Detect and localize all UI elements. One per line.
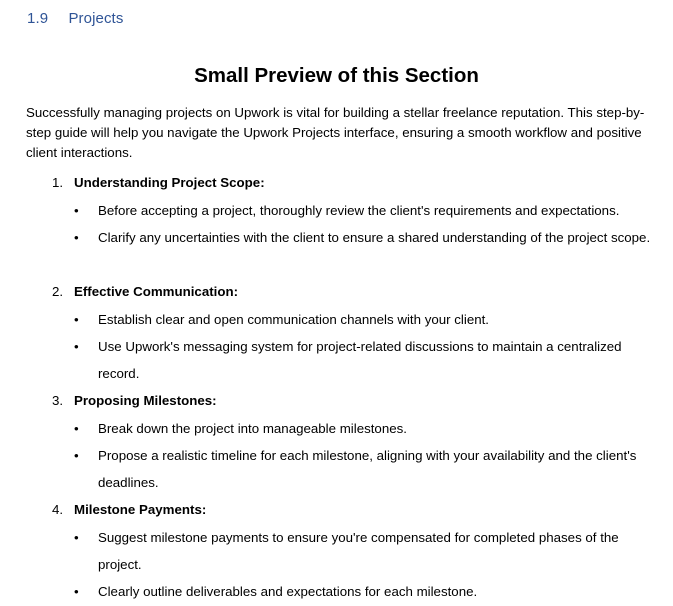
page-title: Small Preview of this Section: [194, 64, 479, 87]
bullet-text: Propose a realistic timeline for each milestone, aligning with your availability and the client's deadlines.: [98, 448, 637, 490]
list-item-heading: Effective Communication:: [74, 284, 239, 299]
bullet-text: Clarify any uncertainties with the client to ensure a shared understanding of the project scope.: [98, 230, 651, 245]
bullet-icon: •: [74, 230, 79, 245]
section-header: [27, 10, 123, 27]
section-number: 1.9: [27, 10, 49, 27]
bullet-icon: •: [74, 203, 79, 218]
section-label: Projects: [68, 10, 124, 27]
list-item-heading: Milestone Payments:: [74, 502, 207, 517]
list-item-heading: Understanding Project Scope:: [74, 175, 265, 190]
bullet-text: Clearly outline deliverables and expectations for each milestone.: [98, 584, 478, 599]
list-item-number: 4.: [52, 502, 64, 517]
bullet-icon: •: [74, 339, 79, 354]
bullet-text: Before accepting a project, thoroughly review the client's requirements and expectations.: [98, 203, 620, 218]
bullet-icon: •: [74, 448, 79, 463]
bullet-text: Use Upwork's messaging system for project-related discussions to maintain a centralized record.: [98, 339, 622, 381]
bullet-icon: •: [74, 530, 79, 545]
bullet-icon: •: [74, 421, 79, 436]
list-item-number: 2.: [52, 284, 64, 299]
list-item-heading: Proposing Milestones:: [74, 393, 217, 408]
bullet-text: Establish clear and open communication channels with your client.: [98, 312, 489, 327]
list-item-number: 1.: [52, 175, 64, 190]
bullet-icon: •: [74, 584, 79, 599]
bullet-text: Suggest milestone payments to ensure you're compensated for completed phases of the project.: [98, 530, 619, 572]
bullet-icon: •: [74, 312, 79, 327]
intro-paragraph: Successfully managing projects on Upwork is vital for building a stellar freelance reputation. This step-by-step guide will help you navigate the Upwork Projects interface, ensuring a smooth workflow and positive client interactions.: [26, 105, 645, 160]
list-item-number: 3.: [52, 393, 64, 408]
bullet-text: Break down the project into manageable milestones.: [98, 421, 407, 436]
